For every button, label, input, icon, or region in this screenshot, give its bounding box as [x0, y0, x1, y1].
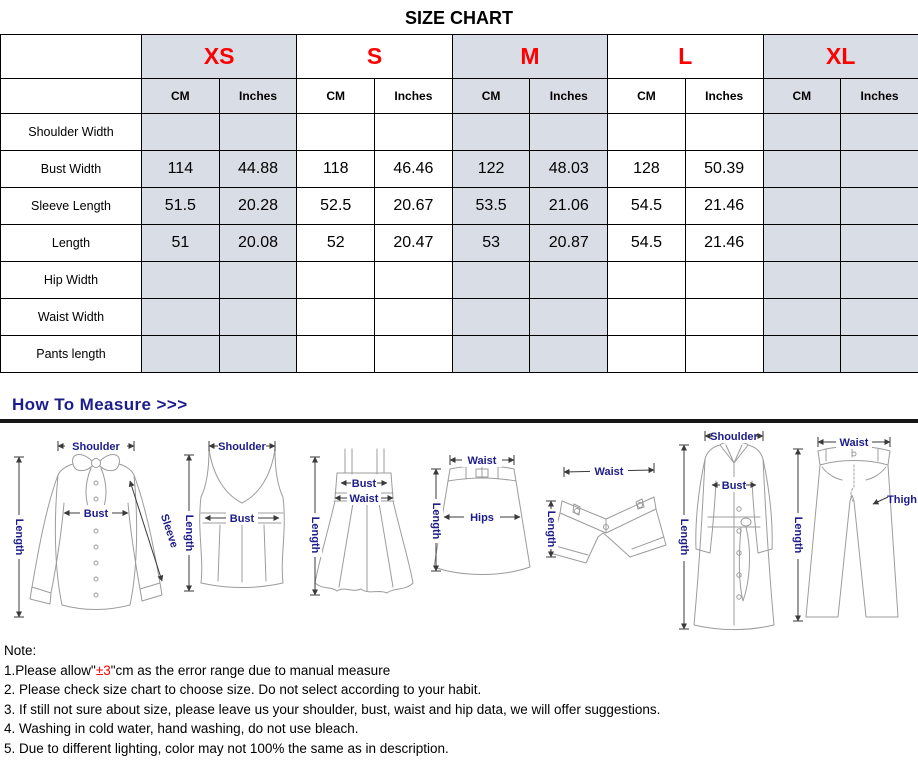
size-header-m: M: [452, 35, 607, 79]
blouse-drawing: [30, 455, 162, 610]
size-header-s: S: [297, 35, 452, 79]
unit-header: CM: [608, 79, 686, 114]
row-label: Shoulder Width: [1, 114, 142, 151]
value-cell: [841, 225, 918, 262]
value-cell: [608, 336, 686, 373]
shorts-length-label: Length: [545, 511, 557, 548]
unit-header: Inches: [841, 79, 918, 114]
value-cell: 20.47: [375, 225, 453, 262]
value-cell: 50.39: [685, 151, 763, 188]
unit-header-row: [1, 79, 918, 114]
table-row: [1, 151, 918, 188]
how-to-measure-heading: How To Measure >>>: [12, 395, 918, 415]
vest-shoulder-label: Shoulder: [218, 441, 266, 453]
measure-figures: [0, 423, 918, 635]
value-cell: [375, 299, 453, 336]
table-row: [1, 188, 918, 225]
note1-post: "cm as the error range due to manual measure: [111, 663, 390, 678]
note-item: 2. Please check size chart to choose size. Do not select according to your habit.: [4, 680, 918, 700]
value-cell: [219, 114, 297, 151]
blouse-bust-label: Bust: [84, 508, 109, 520]
table-row: [1, 225, 918, 262]
value-cell: [530, 336, 608, 373]
value-cell: 51.5: [142, 188, 220, 225]
table-row: [1, 262, 918, 299]
vest-length-label: Length: [183, 515, 195, 552]
value-cell: [841, 151, 918, 188]
value-cell: [685, 299, 763, 336]
page-title: SIZE CHART: [0, 0, 918, 34]
unit-header: Inches: [685, 79, 763, 114]
dress-drawing: [315, 449, 413, 593]
value-cell: [297, 114, 375, 151]
unit-header: CM: [142, 79, 220, 114]
dress-waist-label: Waist: [350, 493, 379, 505]
coat-drawing: [694, 442, 774, 630]
value-cell: 53: [452, 225, 530, 262]
size-chart-table: [0, 34, 918, 373]
value-cell: [375, 262, 453, 299]
value-cell: 21.46: [685, 225, 763, 262]
value-cell: 54.5: [608, 225, 686, 262]
value-cell: [841, 336, 918, 373]
value-cell: [608, 114, 686, 151]
table-row: [1, 114, 918, 151]
corner-cell: [1, 35, 142, 79]
coat-length-label: Length: [678, 519, 690, 556]
unit-header: CM: [452, 79, 530, 114]
value-cell: [685, 262, 763, 299]
notes-heading: Note:: [4, 641, 918, 661]
value-cell: [297, 299, 375, 336]
size-header-row: [1, 35, 918, 79]
value-cell: 21.46: [685, 188, 763, 225]
value-cell: 46.46: [375, 151, 453, 188]
notes-list: [4, 680, 918, 758]
size-header-l: L: [608, 35, 763, 79]
size-header-xs: XS: [142, 35, 297, 79]
value-cell: [685, 114, 763, 151]
value-cell: 20.08: [219, 225, 297, 262]
table-row: [1, 336, 918, 373]
value-cell: [763, 151, 841, 188]
note-item: 3. If still not sure about size, please leave us your shoulder, bust, waist and hip data, we will offer suggestions.: [4, 700, 918, 720]
skirt-measure-arrows: [429, 453, 520, 571]
value-cell: 128: [608, 151, 686, 188]
value-cell: 52: [297, 225, 375, 262]
unit-header: CM: [297, 79, 375, 114]
pants-drawing: [806, 445, 898, 617]
dress-measure-arrows: [308, 457, 393, 595]
dress-bust-label: Bust: [352, 478, 377, 490]
value-cell: 21.06: [530, 188, 608, 225]
value-cell: [763, 188, 841, 225]
value-cell: [142, 114, 220, 151]
value-cell: [530, 299, 608, 336]
value-cell: [452, 299, 530, 336]
value-cell: 118: [297, 151, 375, 188]
value-cell: [763, 336, 841, 373]
value-cell: [763, 299, 841, 336]
value-cell: [452, 114, 530, 151]
vest-figure: [180, 439, 302, 607]
blouse-sleeve-label: Sleeve: [158, 513, 180, 550]
value-cell: [841, 262, 918, 299]
pants-length-label: Length: [792, 517, 804, 554]
dress-length-label: Length: [309, 517, 321, 554]
value-cell: 48.03: [530, 151, 608, 188]
value-cell: 51: [142, 225, 220, 262]
table-row: [1, 299, 918, 336]
value-cell: [219, 299, 297, 336]
row-label: Hip Width: [1, 262, 142, 299]
shorts-figure: [542, 457, 672, 579]
unit-header: CM: [763, 79, 841, 114]
note-item: 5. Due to different lighting, color may not 100% the same as in description.: [4, 739, 918, 759]
value-cell: [608, 262, 686, 299]
unit-header: Inches: [375, 79, 453, 114]
value-cell: [219, 262, 297, 299]
note1-highlight: ±3: [96, 663, 111, 678]
value-cell: [763, 225, 841, 262]
blouse-length-label: Length: [13, 519, 25, 556]
coat-measure-arrows: [677, 429, 763, 629]
note-item: 4. Washing in cold water, hand washing, do not use bleach.: [4, 719, 918, 739]
pants-waist-label: Waist: [840, 437, 869, 449]
value-cell: [219, 336, 297, 373]
value-cell: [685, 336, 763, 373]
note-item-1: [4, 661, 918, 681]
value-cell: [375, 114, 453, 151]
vest-bust-label: Bust: [230, 513, 255, 525]
shorts-drawing: [550, 497, 666, 563]
row-label: Pants length: [1, 336, 142, 373]
row-label: Length: [1, 225, 142, 262]
row-label: Sleeve Length: [1, 188, 142, 225]
value-cell: 44.88: [219, 151, 297, 188]
shorts-waist-label: Waist: [595, 466, 624, 478]
vest-measure-arrows: [182, 439, 279, 591]
value-cell: [452, 262, 530, 299]
skirt-figure: [428, 453, 536, 591]
value-cell: 20.87: [530, 225, 608, 262]
value-cell: 54.5: [608, 188, 686, 225]
coat-bust-label: Bust: [722, 480, 747, 492]
pants-thigh-label: Thigh: [887, 494, 917, 506]
corner-cell: [1, 79, 142, 114]
value-cell: [297, 336, 375, 373]
coat-shoulder-label: Shoulder: [710, 431, 758, 443]
unit-header: Inches: [530, 79, 608, 114]
value-cell: [841, 299, 918, 336]
coat-figure: [670, 429, 798, 634]
dress-figure: [305, 443, 425, 615]
value-cell: 122: [452, 151, 530, 188]
pants-measure-arrows: [792, 435, 917, 621]
value-cell: [142, 336, 220, 373]
skirt-hips-label: Hips: [470, 512, 494, 524]
pants-figure: [792, 435, 918, 627]
row-label: Waist Width: [1, 299, 142, 336]
value-cell: [142, 299, 220, 336]
skirt-length-label: Length: [430, 503, 442, 540]
value-cell: 20.28: [219, 188, 297, 225]
value-cell: [375, 336, 453, 373]
unit-header: Inches: [219, 79, 297, 114]
note1-pre: 1.Please allow": [4, 663, 96, 678]
row-label: Bust Width: [1, 151, 142, 188]
blouse-figure: [8, 437, 183, 629]
value-cell: [763, 114, 841, 151]
value-cell: [841, 188, 918, 225]
size-header-xl: XL: [763, 35, 918, 79]
value-cell: [297, 262, 375, 299]
skirt-waist-label: Waist: [468, 455, 497, 467]
value-cell: 53.5: [452, 188, 530, 225]
blouse-measure-arrows: [12, 439, 180, 617]
value-cell: [452, 336, 530, 373]
value-cell: [608, 299, 686, 336]
value-cell: 52.5: [297, 188, 375, 225]
value-cell: [763, 262, 841, 299]
value-cell: [841, 114, 918, 151]
blouse-shoulder-label: Shoulder: [72, 441, 120, 453]
size-chart-body: [1, 114, 918, 373]
notes-section: [0, 635, 918, 766]
value-cell: [142, 262, 220, 299]
value-cell: 20.67: [375, 188, 453, 225]
value-cell: 114: [142, 151, 220, 188]
value-cell: [530, 262, 608, 299]
value-cell: [530, 114, 608, 151]
